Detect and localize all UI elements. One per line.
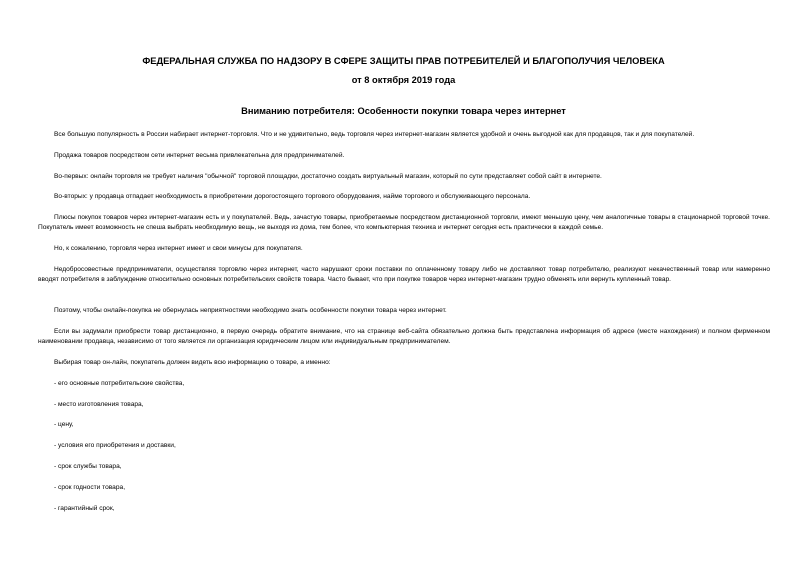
list-item-shelf-life: - срок годности товара, <box>54 484 126 491</box>
list-item-service-life: - срок службы товара, <box>54 463 122 470</box>
paragraph-4: Во-вторых: у продавца отпадает необходимость в приобретении дорогостоящего торгового оборудования, найме торгового и обслуживающего персонала. <box>54 193 531 200</box>
paragraph-7: Недобросовестные предприниматели, осуществляя торговлю через интернет, часто нарушают сроки поставки по оплаченному товару либо не доставляют товар потребителю, реализуют некачественный товар или намеренно вводят потребителя в заблуждение относительно основных потребительских свойств товара. Часто бывает, что при покупке товаров через интернет-магазин трудно обменять или вернуть купленный товар. <box>38 266 770 284</box>
list-item-origin: - место изготовления товара, <box>54 401 144 408</box>
paragraph-10: Выбирая товар он-лайн, покупатель должен видеть всю информацию о товаре, а именно: <box>54 359 331 366</box>
list-item-price: - цену, <box>54 421 74 428</box>
document-title: Вниманию потребителя: Особенности покупки товара через интернет <box>241 106 566 116</box>
list-item-warranty: - гарантийный срок, <box>54 505 115 512</box>
paragraph-5: Плюсы покупок товаров через интернет-магазин есть и у покупателей. Ведь, зачастую товары, приобретаемые посредством дистанционной торговли, имеют меньшую цену, чем аналогичные товары в стационарной торговой точке. Покупатель имеет возможность не спеша выбрать необходимую вещь, не выходя из дома, тем более, что компьютерная техника и интернет сегодня есть практически в каждой семье. <box>38 214 770 232</box>
list-item-properties: - его основные потребительские свойства, <box>54 380 185 387</box>
document-date: от 8 октября 2019 года <box>351 75 456 85</box>
list-item-delivery: - условия его приобретения и доставки, <box>54 442 176 449</box>
paragraph-2: Продажа товаров посредством сети интернет весьма привлекательна для предпринимателей. <box>54 152 345 159</box>
paragraph-3: Во-первых: онлайн торговля не требует наличия "обычной" торговой площадки, достаточно создать виртуальный магазин, который по сути представляет собой сайт в интернете. <box>54 173 602 180</box>
paragraph-1: Все большую популярность в России набирает интернет-торговля. Что и не удивительно, ведь торговля через интернет-магазин является удобной и очень выгодной как для продавцов, так и для покупателей. <box>54 131 695 138</box>
agency-heading: ФЕДЕРАЛЬНАЯ СЛУЖБА ПО НАДЗОРУ В СФЕРЕ ЗАЩИТЫ ПРАВ ПОТРЕБИТЕЛЕЙ И БЛАГОПОЛУЧИЯ ЧЕЛОВЕКА <box>142 56 665 66</box>
paragraph-8: Поэтому, чтобы онлайн-покупка не обернулась неприятностями необходимо знать особенности покупки товара через интернет. <box>54 307 447 314</box>
paragraph-6: Но, к сожалению, торговля через интернет имеет и свои минусы для покупателя. <box>54 245 303 252</box>
paragraph-9: Если вы задумали приобрести товар дистанционно, в первую очередь обратите внимание, что на странице веб-сайта обязательно должна быть представлена информация об адресе (месте нахождения) и полном фирменном наименовании продавца, независимо от того является ли организация юридическим лицом или индивидуальным предпринимателем. <box>38 328 770 346</box>
